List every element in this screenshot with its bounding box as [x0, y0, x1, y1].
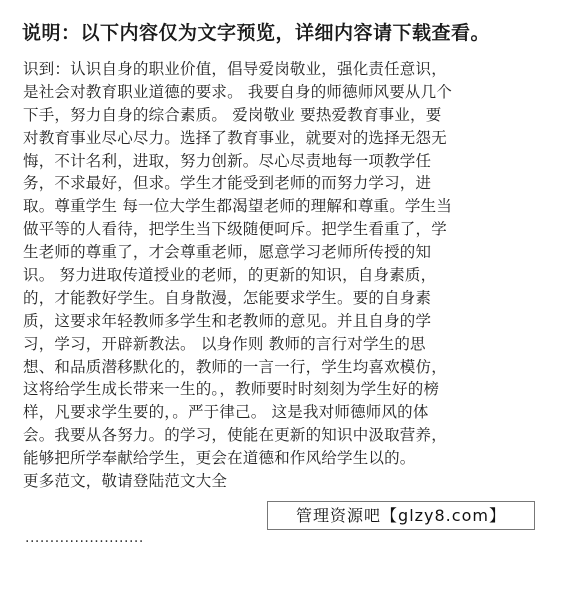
body-line: 能够把所学奉献给学生，更会在道德和作风给学生以的。	[23, 449, 416, 468]
body-line: 做平等的人看待，把学生当下级随便呵斥。把学生看重了，学	[23, 220, 447, 239]
body-line: 务，不求最好，但求。学生才能受到老师的而努力学习，进	[23, 174, 432, 193]
body-line: 取。尊重学生 每一位大学生都渴望老师的理解和尊重。学生当	[23, 197, 453, 216]
trailing-dots: ························	[25, 534, 144, 550]
body-line: 悔，不计名利，进取，努力创新。尽心尽责地每一项教学任	[23, 151, 432, 170]
body-line: 生老师的尊重了，才会尊重老师，愿意学习老师所传授的知	[23, 243, 432, 262]
body-line: 样，凡要求学生要的，。严于律己。 这是我对师德师风的体	[23, 403, 429, 422]
site-watermark: 管理资源吧【glzy8.com】	[267, 501, 535, 530]
body-line: 对教育事业尽心尽力。选择了教育事业，就要对的选择无怨无	[23, 128, 447, 147]
body-line: 质，这要求年轻教师多学生和老教师的意见。并且自身的学	[23, 311, 432, 330]
more-templates-line: 更多范文，敬请登陆范文大全	[23, 472, 228, 491]
body-line: 识到：认识自身的职业价值，倡导爱岗敬业，强化责任意识，	[23, 60, 447, 78]
body-line: 的，才能教好学生。自身散漫，怎能要求学生。要的自身素	[23, 288, 432, 307]
body-line: 是社会对教育职业道德的要求。 我要自身的师德师风要从几个	[23, 82, 453, 101]
body-line: 会。我要从各努力。的学习，使能在更新的知识中汲取营养，	[23, 426, 447, 445]
body-line: 想、和品质潜移默化的，教师的一言一行，学生均喜欢模仿，	[23, 357, 447, 376]
body-line: 识。 努力进取传道授业的老师，的更新的知识，自身素质，	[23, 266, 437, 285]
body-line: 这将给学生成长带来一生的。，教师要时时刻刻为学生好的榜	[23, 380, 440, 399]
document-body	[23, 58, 555, 493]
body-line: 习，学习，开辟新教法。 以身作则 教师的言行对学生的思	[23, 334, 426, 353]
preview-notice-heading: 说明：以下内容仅为文字预览，详细内容请下载查看。	[22, 22, 491, 44]
body-line: 下手，努力自身的综合素质。 爱岗敬业 要热爱教育事业，要	[23, 105, 442, 124]
